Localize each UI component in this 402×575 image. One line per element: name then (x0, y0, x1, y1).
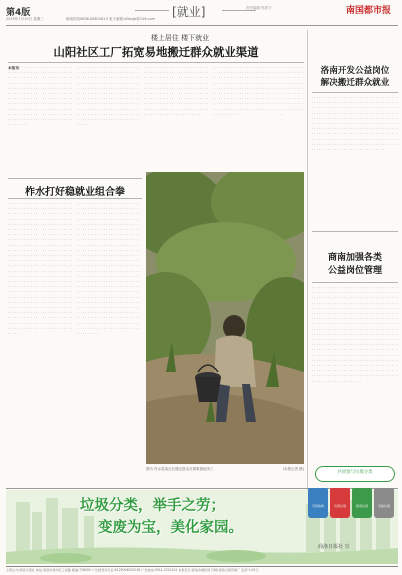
main-body-col2: · · · · · · · · · · · · · · · · · · · · · · · · · · · · · · · · · · · · · · · · · · · · · · · · · · · · · · · · · · · · · · · · · · · · · · · · · · · · · · · · · · · · · · · · · · · · · · · · · · · · · · · · · · · · · · · · · · · · · · · · · · · · · · · · · · · · · · · · · · · · · · · · · · · · · · · · · · · · · · · · · · · · · · · · · · · · · · · · · · · · · · · · · · · · · · · · · · · · · · · · · · · · · · · · · · · · · · · · · · · · · · · · · · · · · · · · · · · · · · · · · · · · · · · · · · · · · · · · · · · · · · · · · · · · · · · · · · · · · · · · · · · · · · · · · · · · · · · · · · · · · · · · · · · · · · · · · · (76, 66, 140, 128)
side1-headline-line1: 洛南开发公益岗位 (320, 66, 390, 76)
main-headline: 山阳社区工厂拓宽易地搬迁群众就业渠道 (53, 45, 259, 59)
speech-bubble-icon (315, 466, 395, 482)
side2-top-rule (312, 231, 398, 232)
sub-rule (8, 198, 142, 199)
side2-headline (312, 252, 398, 278)
date-line: 2019年7月10日 星期三 (6, 17, 44, 21)
info-line: 新闻热线0898-66810813 电子邮箱:dfrbsjb@126.com (66, 17, 156, 21)
photo-farmer-illustration (146, 172, 304, 464)
side2-body: · · · · · · · · · · · · · · · · · · · · · · · · · · · · · · · · · · · · · · · · · · · · · · · · · · · · · · · · · · · · · · · · · · · · · · · · · · · · · · · · · · · · · · · · · · · · · · · · · · · · · · · · · · · · · · · · · · · · · · · · · · · · · · · · · · · · · · · · · · · · · · · · · · · · · · · · · · · · · · · · · · · · · · · · · · · · · · · · · · · · · · · · · · · · · · · · · · · · · · · · · · · · · · · · · · · · · · · · · · · · · · · · · · · · · · · · · · · · · · · · · · · · · · · · · · · · · · · · · · · · · · · · · · · · · · · · · · · · · · · · · · · · · · · · · · · · · · · · · · · · · · · · · · · · · · · · · · · · · · · · · · · · · · · · · · · · · · · · · · · · · · · · · · · · · · · · · · · · · · · · · · · · · · · · · · · · · · · · · · · · · · · · · · · · · · · · · · · · · · · · · · · · · · · · · · · · · · · · · · · · · · · · · · · · · · · · · · · · · · · · · · · · · · · · · · · · · · · · · · · · · · · · · · · · · · · · · · · · · · · · · · · · · · · · · · · · · · · · · · · · · · · · · · · · · · · · · · · · · · · · · · · · · · · · · · · · · · · · · · · · · · · · · · · · · · · · · · · · · · · · · · · · · · · · · · · · · · · · · · · · · · · · · · · · · · · · · · · · · · · · · · · · · · · · · · · · · · · · · · · · · · · · · · · · · · · · · · · · · · · · · · · · · · · · · · · · · · · · · · · · · · · · · · · · · · · · · · · · · · · · · · · · · · · · · · · · · · · · · · · · · · · · · · (312, 286, 398, 384)
section-dash-left (135, 10, 169, 11)
footer-text: 主管主办:商洛日报社 地址:商洛市商州区工农路 邮编:726000 广告经营许可证:6125004000016 广告热线:0914-2313101 本报发行:商洛市邮政局 印刷:商洛日报印刷厂 定价:1.00元 (6, 568, 259, 572)
side2-rule (312, 282, 398, 283)
bin-label: 厨余垃圾 (355, 504, 368, 508)
trash-bin-icon (308, 488, 328, 518)
banner-credit: 商洛日报社 宣 (318, 544, 350, 550)
bin-label: 其他垃圾 (377, 504, 390, 508)
trash-bin-icon (352, 488, 372, 518)
side2-headline-line2: 公益岗位管理 (327, 266, 382, 276)
header-rule (6, 25, 398, 26)
column-divider (307, 30, 308, 490)
side2-headline-line1: 商南加强各类 (327, 253, 382, 263)
trash-bin-row (306, 482, 398, 520)
side1-rule (312, 92, 398, 93)
banner-line1: 垃圾分类，举手之劳； (80, 498, 225, 514)
section-label: [就业] (172, 5, 206, 19)
side1-headline-line2: 解决搬迁群众就业 (320, 78, 390, 88)
photo-caption (146, 467, 304, 472)
main-kicker: 楼上居住 楼下就业 (150, 34, 210, 42)
section-dash-right (222, 10, 256, 11)
main-byline: 本报讯 (8, 66, 19, 70)
bin-label: 可回收物 (311, 504, 324, 508)
footer-rule (6, 566, 398, 567)
photo-farmer (146, 172, 304, 464)
sub-body-col2: · · · · · · · · · · · · · · · · · · · · · · · · · · · · · · · · · · · · · · · · · · · · · · · · · · · · · · · · · · · · · · · · · · · · · · · · · · · · · · · · · · · · · · · · · · · · · · · · · · · · · · · · · · · · · · · · · · · · · · · · · · · · · · · · · · · · · · · · · · · · · · · · · · · · · · · · · · · · · · · · · · · · · · · · · · · · · · · · · · · · · · · · · · · · · · · · · · · · · · · · · · · · · · · · · · · · · · · · · · · · · · · · · · · · · · · · · · · · · · · · · · · · · · · · · · · · · · · · · · · · · · · · · · · · · · · · · · · · · · · · · · · · · · · · · · · · · · · · · · · · · · · · · · · · · · · · · · · · · · · · · · · · · · · · · · · · · · · · · · · · · · · · · · · · · · · · · · · · · · · · · · · · · · · · · · · · · · · · · · · · · · · · · · · · · · · · · · · · · · · · · · · · · · · · · · · · · · · · · · · · · · · · · · · · · · · · · · · · · · · · · · · · · · · · · · · · · · · · · · · · · · · · · · · · · · · · · · · · · · · · · · · · · · · · · · · · · · · · · · · · · · · · · · · · · · · · · · · · · · · · · · · · · · · · · · · · · · · · · · · · · · · · · · · · · · · · · · · · · · · · · · · · · · · · · · · · · · · · · · · · · · · · · · · · · · · · · · · · · · · · · · · · · · · · · · · · · · · · · · · · · · · · · · · · · · · · · · · · · · · · · · · · · · · · · · · · · · · · · · · · · · · · · · · · · · · · · · · · · · · · · · · · · · · · · · · · · · · · · · · · · · · · · · · · · · (76, 202, 140, 337)
editor-line: 责任编辑 郭世才 (246, 6, 272, 10)
photo-credit: (本报记者 摄) (282, 467, 304, 471)
main-body-col3: · · · · · · · · · · · · · · · · · · · · · · · · · · · · · · · · · · · · · · · · · · · · · · · · · · · · · · · · · · · · · · · · · · · · · · · · · · · · · · · · · · · · · · · · · · · · · · · · · · · · · · · · · · · · · · · · · · · · · · · · · · · · · · · · · · · · · · · · · · · · · · · · · · · · · · · · · · · · · · · · · · · · · · · · · · · · · · · · · · · · · · · · · · · · · · · · · · · · · · · · · · · · · · · · · · · · · · · · · · · · · · · · · · · · · · · · · · · · · · · · · · · · · · · · · · · · · · · · · · · · · · · · · · · · · · · · · · · · · (144, 66, 208, 117)
main-body-col5: · · · · · · · · · · · · · · · · · · · · · · · · · · · · · · · · · · · · · · · · · · · · · · · · · · · · · · · · · · · · · · · · · · · · · · · · · · · · · · · · · · · · · · · · · · · · · · · · · · · · · · (278, 66, 304, 117)
bubble-text: 共同参与垃圾分类 (337, 470, 373, 475)
main-headline-rule (8, 62, 304, 63)
sub-headline: 柞水打好稳就业组合拳 (25, 187, 125, 198)
side1-body: · · · · · · · · · · · · · · · · · · · · · · · · · · · · · · · · · · · · · · · · · · · · · · · · · · · · · · · · · · · · · · · · · · · · · · · · · · · · · · · · · · · · · · · · · · · · · · · · · · · · · · · · · · · · · · · · · · · · · · · · · · · · · · · · · · · · · · · · · · · · · · · · · · · · · · · · · · · · · · · · · · · · · · · · · · · · · · · · · · · · · · · · · · · · · · · · · · · · · · · · · · · · · · · · · · · · · · · · · · · · · · · · · · · · · · · · · · · · · · · · · · · · · · · · · · · · · · · · · · · · · · · · · · · · · · · · · · · · · · · · · · · · · · · · · · · · · · · · · · · · · · · · · · · · · · · · · · · · · · · · · · · · · · · · · · · · · · · · · · · · · · · · · · · · · · · · · · · · · · · · · · · · · · · · · · · · · · · · · · · · · · · · · · · · · · · · · · · · · · · · · · · · · · · · · · · · (312, 96, 398, 153)
bin-label: 有害垃圾 (333, 504, 346, 508)
trash-bin-icon (330, 488, 350, 518)
trash-bin-icon (374, 488, 394, 518)
main-body-col4: · · · · · · · · · · · · · · · · · · · · · · · · · · · · · · · · · · · · · · · · · · · · · · · · · · · · · · · · · · · · · · · · · · · · · · · · · · · · · · · · · · · · · · · · · · · · · · · · · · · · · · · · · · · · · · · · · · · · · · · · · · · · · · · · · · · · · · · · · · · · · · · · · · · · · · · · · · · · · · · · · · · · · · · · · · · · · · · · · · · · · · · · · · · · · · · · · · · · · · · · · · · · · · · · · · · · · · · · · · · · · · · · · · · · · · · · · · · · · · · · · · · · · · · · · · · · · · · · · · · · · · · · (212, 66, 276, 117)
paper-name: 南国都市报 (346, 6, 392, 16)
banner-line2: 变废为宝，美化家园。 (98, 520, 243, 536)
sub-body-col1: · · · · · · · · · · · · · · · · · · · · · · · · · · · · · · · · · · · · · · · · · · · · · · · · · · · · · · · · · · · · · · · · · · · · · · · · · · · · · · · · · · · · · · · · · · · · · · · · · · · · · · · · · · · · · · · · · · · · · · · · · · · · · · · · · · · · · · · · · · · · · · · · · · · · · · · · · · · · · · · · · · · · · · · · · · · · · · · · · · · · · · · · · · · · · · · · · · · · · · · · · · · · · · · · · · · · · · · · · · · · · · · · · · · · · · · · · · · · · · · · · · · · · · · · · · · · · · · · · · · · · · · · · · · · · · · · · · · · · · · · · · · · · · · · · · · · · · · · · · · · · · · · · · · · · · · · · · · · · · · · · · · · · · · · · · · · · · · · · · · · · · · · · · · · · · · · · · · · · · · · · · · · · · · · · · · · · · · · · · · · · · · · · · · · · · · · · · · · · · · · · · · · · · · · · · · · · · · · · · · · · · · · · · · · · · · · · · · · · · · · · · · · · · · · · · · · · · · · · · · · · · · · · · · · · · · · · · · · · · · · · · · · · · · · · · · · · · · · · · · · · · · · · · · · · · · · · · · · · · · · · · · · · · · · · · · · · · · · · · · · · · · · · · · · · · · · · · · · · · · · · · · · · · · · · · · · · · · · · · · · · · · · · · · · · · · · · · · · · · · · · · · · · · · · · · · · · · · · · · · · · · · · · · · · · · · · · · · · · · · · · · · · · · · · · · · · · · · · · · · · · · · · · · · · · · · · · · · · · · · · · · · · · · · · · · · · · · · · · · · · · · · · · (8, 202, 72, 337)
section-name: 就业 (176, 5, 201, 19)
side1-headline (312, 65, 398, 89)
page-number: 第4版 (6, 8, 31, 18)
photo-caption-text: 图为 柞水县某社区搬迁群众在林果基地务工 (146, 467, 214, 471)
main-body-col1: 本报讯· · · · · · · · · · · · · · · · · · · · · · · · · · · · · · · · · · · · · · · · · · · · · · · · · · · · · · · · · · · · · · · · · · · · · · · · · · · · · · · · · · · · · · · · · · · · · · · · · · · · · · · · · · · · · · · · · · · · · · · · · · · · · · · · · · · · · · · · · · · · · · · · · · · · · · · · · · · · · · · · · · · · · · · · · · · · · · · · · · · · · · · · · · · · · · · · · · · · · · · · · · · · · · · · · · · · · · · · · · · · · · · · · · · · · · · · · · · · · · · · · · · · · · · · · · · · · · · · · · · · · · · · · · · · · · · · · · · · · · · · · · · · · · · · · · · · · · · · · · · · · · · · · · · · · · · · (8, 66, 72, 128)
sub-top-rule (8, 178, 142, 179)
